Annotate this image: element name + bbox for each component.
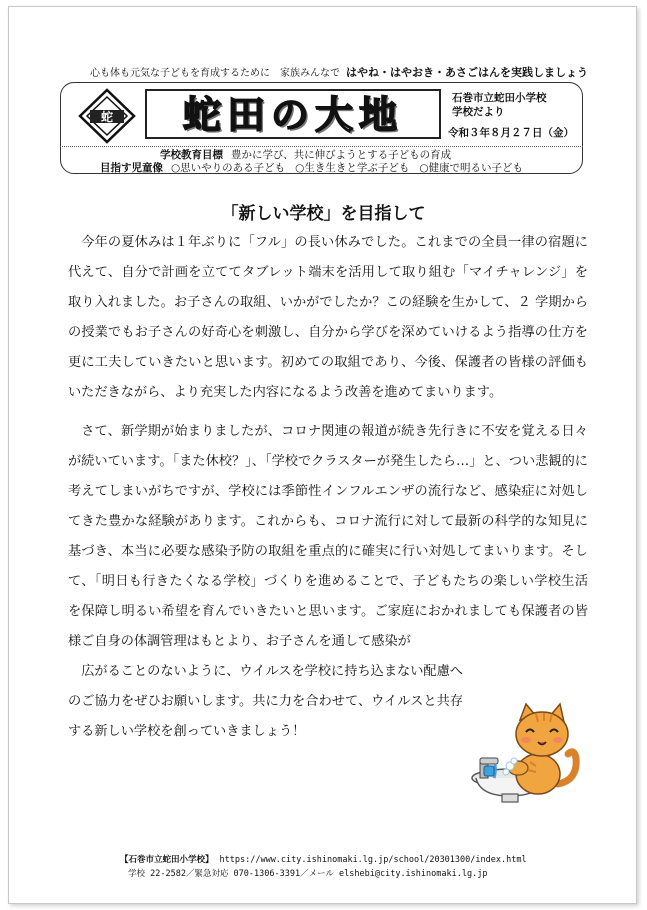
issue-date: 令和３年８月２７日（金） <box>448 127 574 139</box>
goal-label: 学校教育目標 <box>160 149 223 161</box>
handwashing-cat-illustration <box>466 700 586 804</box>
child-trait: ○生き生きと学ぶ子ども <box>295 162 410 174</box>
motto-bold-text: はやね・はやおき・あさごはんを実践しましょう <box>346 66 588 79</box>
text-line: ています。「また休校？」、「学校でクラスターが発生したら…」と、つい悲観的に考えてしまいが <box>68 454 588 499</box>
child-trait: ○思いやりのある子ども <box>171 162 286 174</box>
child-trait: ○健康で明るい子ども <box>419 162 524 174</box>
footer-contact: 学校 22-2582／緊急対応 070-1306-3391／メール elshebi@city.ishinomaki.lg.jp <box>128 869 488 879</box>
emblem-char: 蛇 <box>100 110 114 124</box>
article-body <box>68 228 588 747</box>
motto-text: 心も体も元気な子どもを育成するために 家族みんなで <box>90 68 340 79</box>
motto-line <box>90 64 588 80</box>
footer-url[interactable]: https://www.city.ishinomaki.lg.jp/school/20301300/index.html <box>219 855 527 865</box>
text-line: 今年の夏休みは１年ぶりに「フル」の長い休みでした。これまでの全員一律の宿題に代えて、 <box>68 235 588 280</box>
title-box <box>145 89 441 139</box>
text-line: 防の取組を重点的に確実に行い対処してまいります。そして、「明日も行きたくなる学校」づくり <box>68 544 588 589</box>
newsletter-type: 学校だより <box>452 106 505 118</box>
text-line: をぜひお願いします。共に力を合わせて、ウイルスと共存する新しい学校 <box>68 694 464 739</box>
paragraph-1 <box>68 228 588 408</box>
paragraph-tail <box>68 657 463 747</box>
text-line: 心を刺激し、自分から学びを深めていけるよう指導の仕方を更に工夫していきたいと思います。 <box>68 325 588 370</box>
text-line: 初めての取組であり、今後、保護者の皆様の評価もいただきながら、より充実した内容になる <box>68 355 588 400</box>
text-line: ります。これからも、コロナ流行に対して最新の科学的な知見に基づき、本当に必要な感染予 <box>68 514 588 559</box>
school-name: 石巻市立蛇田小学校 <box>452 92 547 104</box>
target-child-image <box>100 160 533 175</box>
text-line: よう改善を進めてまいります。 <box>318 385 503 400</box>
paragraph-2 <box>68 417 588 747</box>
text-line: を進めることで、子どもたちの楽しい学校生活を保障し明るい希望を育んでいきたいと思います。 <box>68 574 589 619</box>
text-line: ご家庭におかれましても保護者の皆様ご自身の体調管理はもとより、お子さんを通して感染が <box>68 604 589 649</box>
text-line: 自分で計画を立ててタブレット端末を活用して取り組む「マイチャレンジ」を取り入れました。お <box>68 265 588 310</box>
text-line: を創っていきましょう！ <box>160 724 306 739</box>
text-line: さて、新学期が始まりましたが、コロナ関連の報道が続き先行きに不安を覚える日々が続い <box>68 424 588 469</box>
goal-text: 豊かに学び、共に伸びようとする子どもの育成 <box>231 149 452 161</box>
text-line: 広がることのないように、ウイルスを学校に持ち込まない配慮へのご協力 <box>68 664 463 709</box>
article-headline: 「新しい学校」を目指して <box>221 204 426 224</box>
text-line: ちですが、学校には季節性インフルエンザの流行など、感染症に対処してきた豊かな経験があ <box>68 484 588 529</box>
child-label: 目指す児童像 <box>100 162 163 174</box>
school-emblem-icon <box>78 88 136 144</box>
footer-school-label: 【石巻市立蛇田小学校】 <box>120 855 214 865</box>
footer-website <box>120 853 527 865</box>
newsletter-title: 蛇田の大地 <box>182 92 403 137</box>
text-line: 子さんの取組、いかがでしたか？この経験を生かして、２ 学期からの授業でもお子さんの好奇 <box>68 295 588 340</box>
